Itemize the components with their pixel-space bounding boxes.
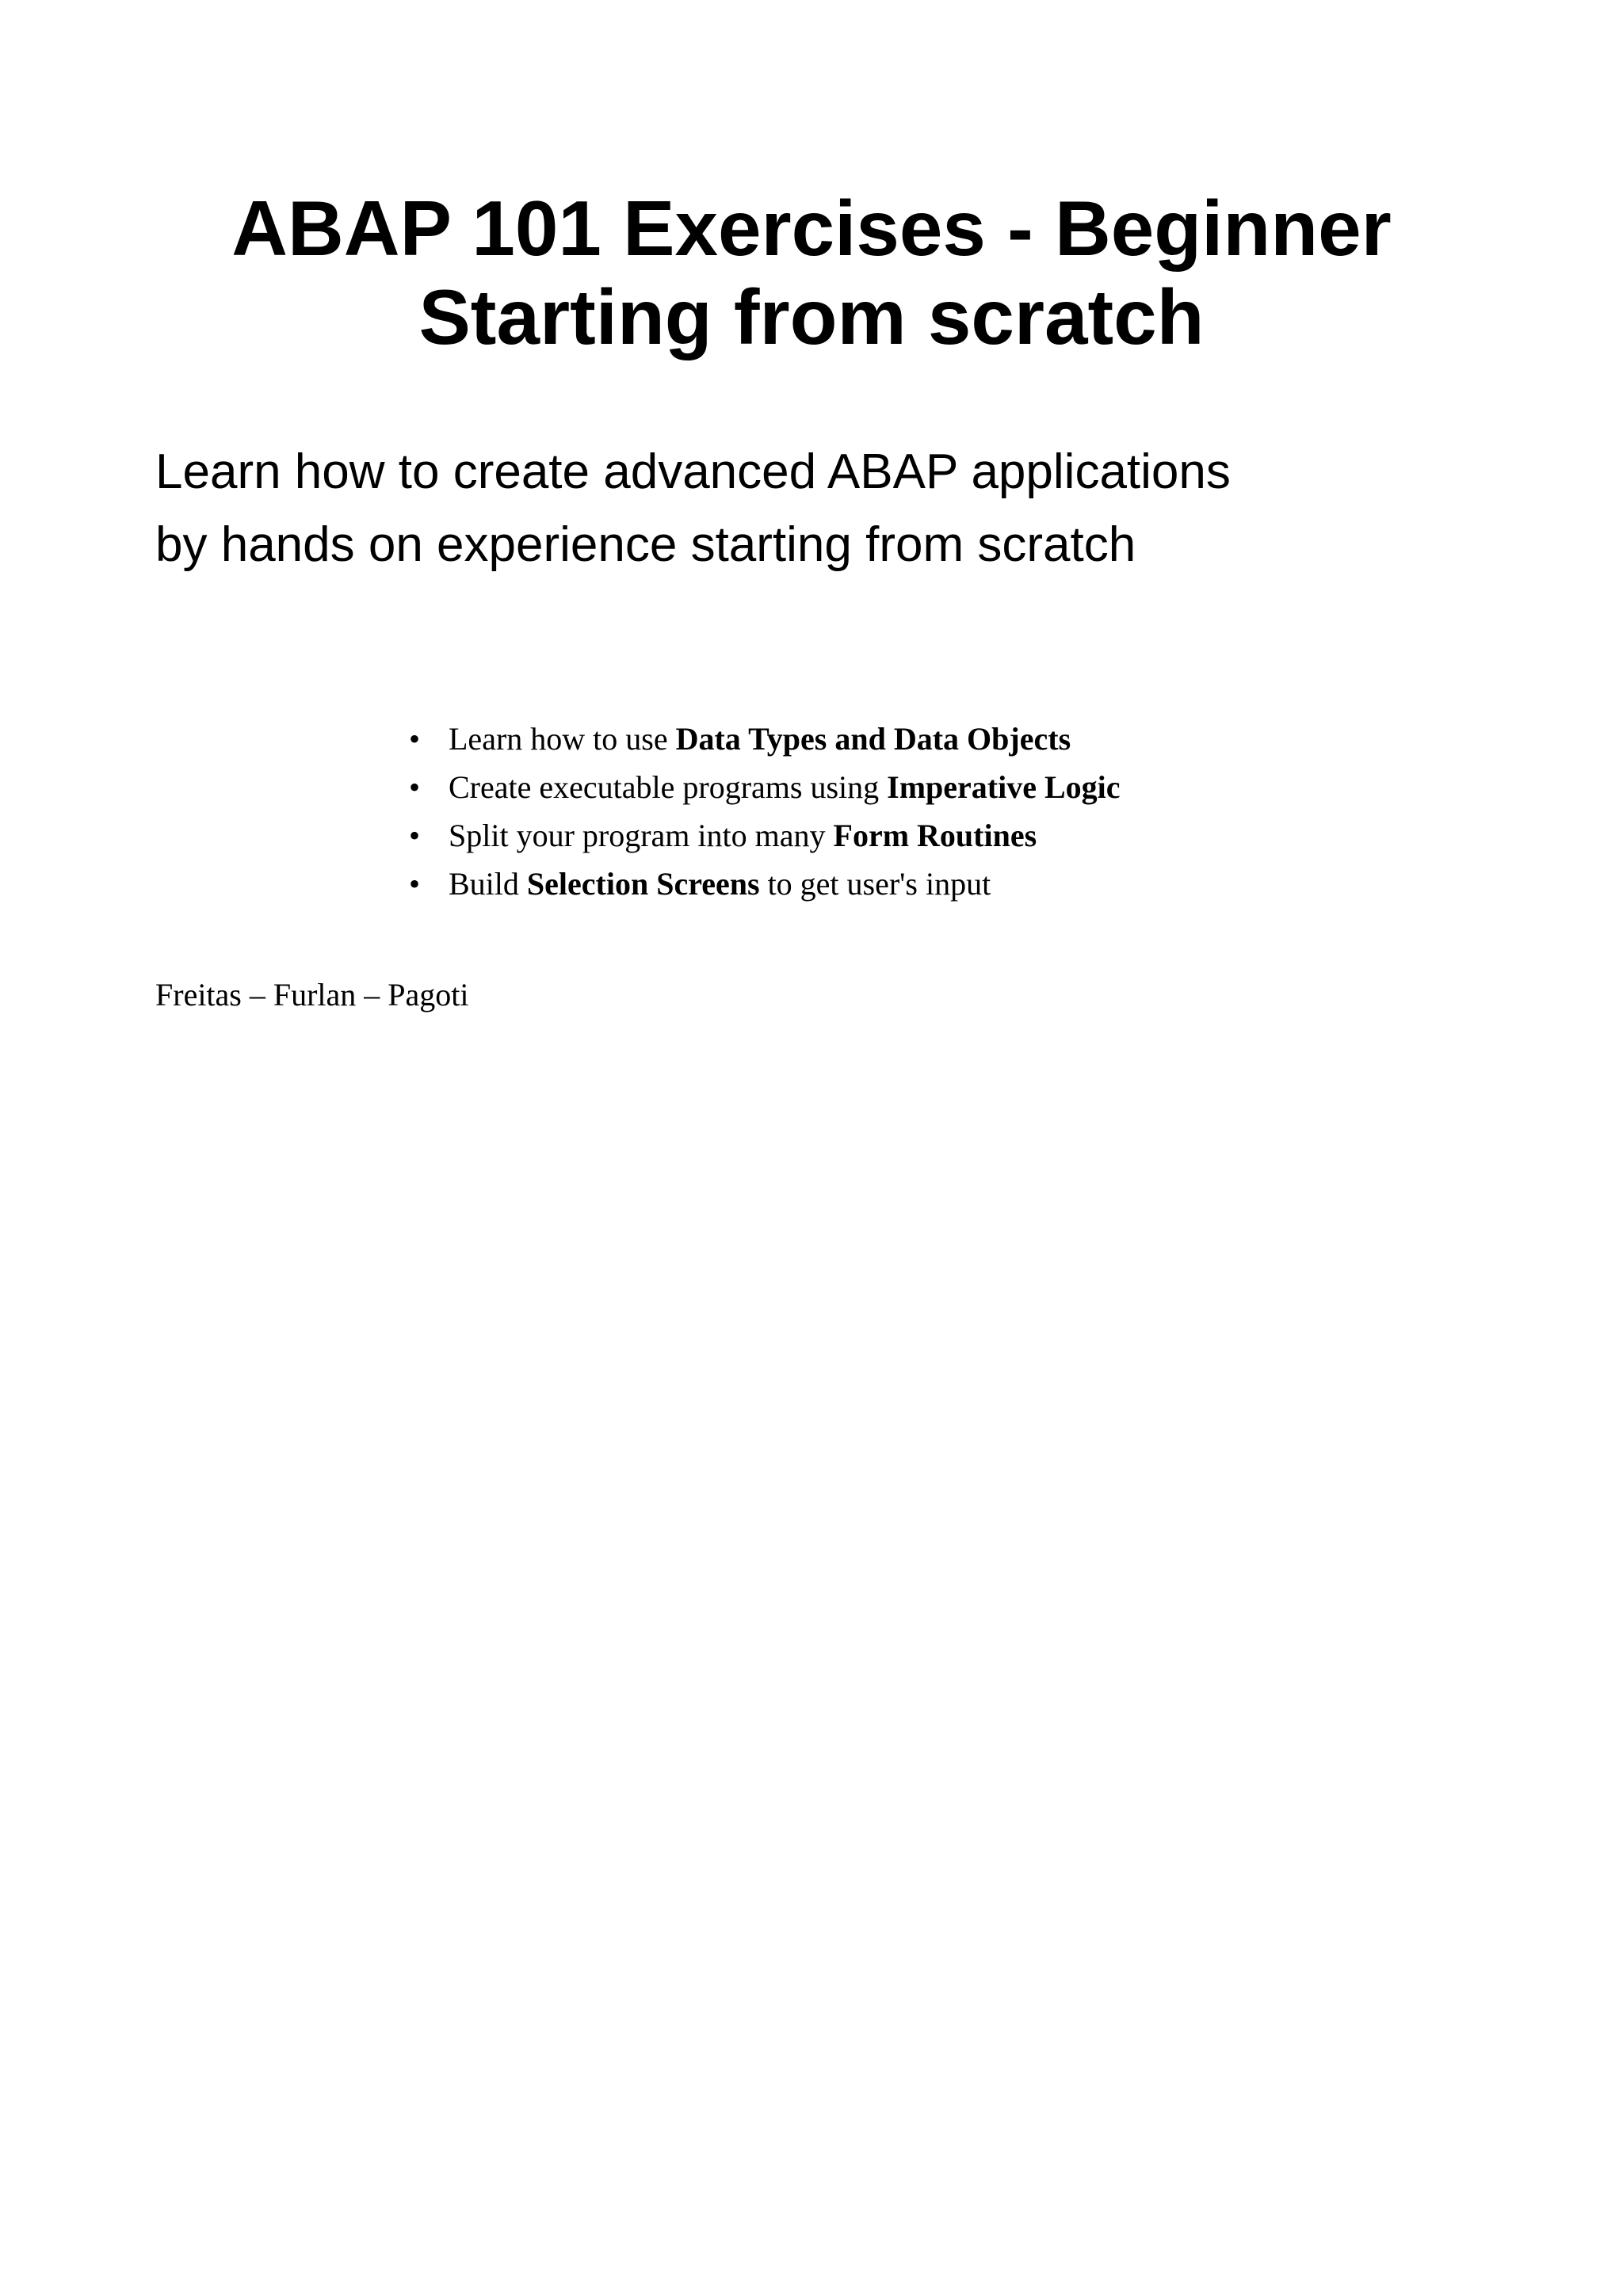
subtitle-line-2: by hands on experience starting from scratch (155, 517, 1136, 572)
bullet-icon: • (409, 721, 421, 757)
subtitle (155, 436, 1503, 582)
authors-line: Freitas – Furlan – Pagoti (155, 977, 469, 1013)
list-item-emphasis: Form Routines (833, 818, 1037, 853)
list-item (409, 811, 1121, 860)
list-item-text: Split your program into many (449, 818, 834, 853)
bullet-icon: • (409, 769, 421, 805)
list-item-text: Build (449, 866, 527, 902)
page-title (0, 184, 1623, 361)
list-item-text: Create executable programs using (449, 769, 888, 805)
feature-list (409, 715, 1121, 908)
list-item-text-after: to get user's input (759, 866, 991, 902)
subtitle-line-1: Learn how to create advanced ABAP applications (155, 444, 1231, 499)
title-line-1: ABAP 101 Exercises - Beginner (231, 185, 1392, 272)
title-line-2: Starting from scratch (418, 273, 1205, 360)
list-item (409, 763, 1121, 811)
bullet-icon: • (409, 866, 421, 902)
list-item-emphasis: Selection Screens (526, 866, 760, 902)
list-item-emphasis: Data Types and Data Objects (675, 721, 1071, 757)
list-item-emphasis: Imperative Logic (887, 769, 1121, 805)
list-item-text: Learn how to use (449, 721, 676, 757)
list-item (409, 860, 1121, 908)
list-item (409, 715, 1121, 763)
bullet-icon: • (409, 818, 421, 853)
